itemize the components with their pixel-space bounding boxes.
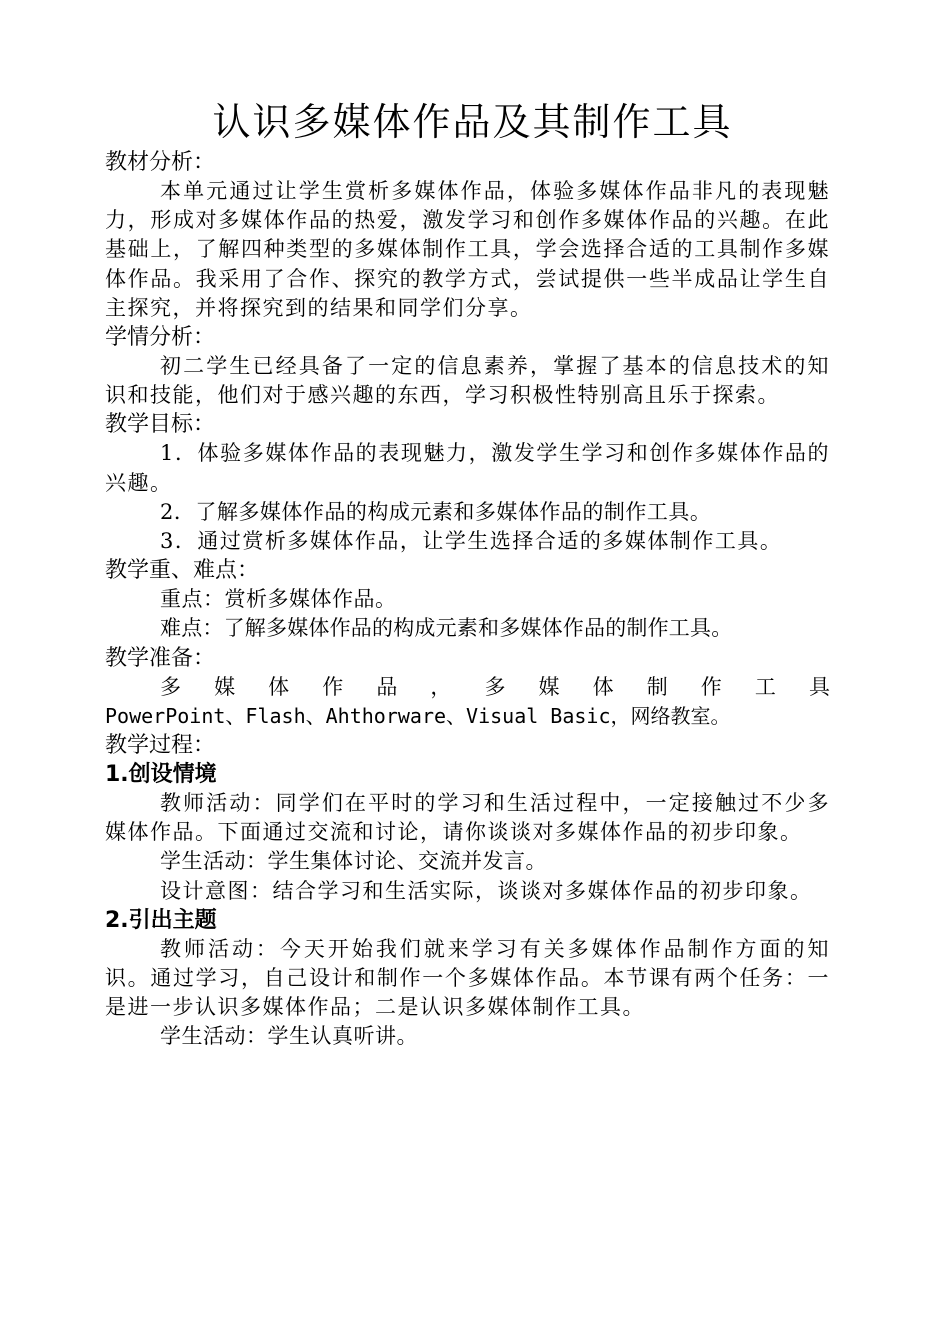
prep-char: ， — [430, 674, 452, 699]
prep-char: 作 — [700, 674, 722, 699]
prep-char: 制 — [646, 674, 668, 699]
keypoints-heading: 教学重、难点： — [105, 558, 260, 584]
students-text: 初二学生已经具备了一定的信息素养，掌握了基本的信息技术的知识和技能，他们对于感兴趣的东西，学习积极性特别高且乐于探索。 — [105, 354, 830, 408]
preparation-materials — [105, 673, 830, 702]
step2-title: 2.引出主题 — [105, 907, 217, 933]
prep-char: 多 — [484, 674, 506, 699]
step1-intent: 设计意图：结合学习和生活实际，谈谈对多媒体作品的初步印象。 — [160, 878, 813, 903]
prep-char: 媒 — [538, 674, 560, 699]
analysis-heading: 教材分析： — [105, 150, 216, 175]
keypoint-focus: 重点：赏析多媒体作品。 — [160, 587, 397, 612]
step2-student: 学生活动：学生认真听讲。 — [160, 1024, 418, 1049]
prep-char: 体 — [268, 674, 290, 699]
prep-char: 具 — [808, 674, 830, 699]
prep-char: 多 — [160, 674, 181, 699]
step1-title: 1.创设情境 — [105, 762, 217, 788]
students-heading: 学情分析： — [105, 325, 216, 351]
document-title: 认识多媒体作品及其制作工具 — [212, 100, 733, 144]
prep-char: 工 — [754, 674, 776, 699]
prep-char: 品 — [376, 674, 398, 699]
keypoint-difficulty: 难点：了解多媒体作品的构成元素和多媒体作品的制作工具。 — [160, 616, 733, 641]
prep-char: 作 — [322, 674, 344, 699]
prep-char: 媒 — [214, 674, 236, 699]
goal-item-2: 2．了解多媒体作品的构成元素和多媒体作品的制作工具。 — [160, 499, 712, 524]
goal-item-3: 3．通过赏析多媒体作品，让学生选择合适的多媒体制作工具。 — [160, 529, 783, 554]
process-heading: 教学过程： — [105, 733, 216, 759]
step1-student: 学生活动：学生集体讨论、交流并发言。 — [160, 849, 547, 874]
analysis-text: 本单元通过让学生赏析多媒体作品，体验多媒体作品非凡的表现魅力，形成对多媒体作品的热爱，激发学习和创作多媒体作品的兴趣。在此基础上，了解四种类型的多媒体制作工具，学会选择合适的工具制作多媒体作品。我采用了合作、探究的教学方式，尝试提供一些半成品让学生自主探究，并将探究到的结果和同学们分享。 — [105, 179, 830, 320]
goals-heading: 教学目标： — [105, 412, 216, 438]
preparation-heading: 教学准备： — [105, 645, 216, 671]
step2-teacher: 教师活动：今天开始我们就来学习有关多媒体作品制作方面的知识。通过学习，自己设计和制作一个多媒体作品。本节课有两个任务：一是进一步认识多媒体作品；二是认识多媒体制作工具。 — [105, 936, 830, 1020]
prep-char: 体 — [592, 674, 614, 699]
step1-teacher: 教师活动：同学们在平时的学习和生活过程中，一定接触过不少多媒体作品。下面通过交流和讨论，请你谈谈对多媒体作品的初步印象。 — [105, 791, 830, 845]
preparation-tools: PowerPoint、Flash、Ahthorware、Visual Basic，网络教室。 — [105, 703, 731, 728]
goal-item-1: 1．体验多媒体作品的表现魅力，激发学生学习和创作多媒体作品的兴趣。 — [105, 441, 830, 495]
document-page — [105, 96, 830, 1052]
